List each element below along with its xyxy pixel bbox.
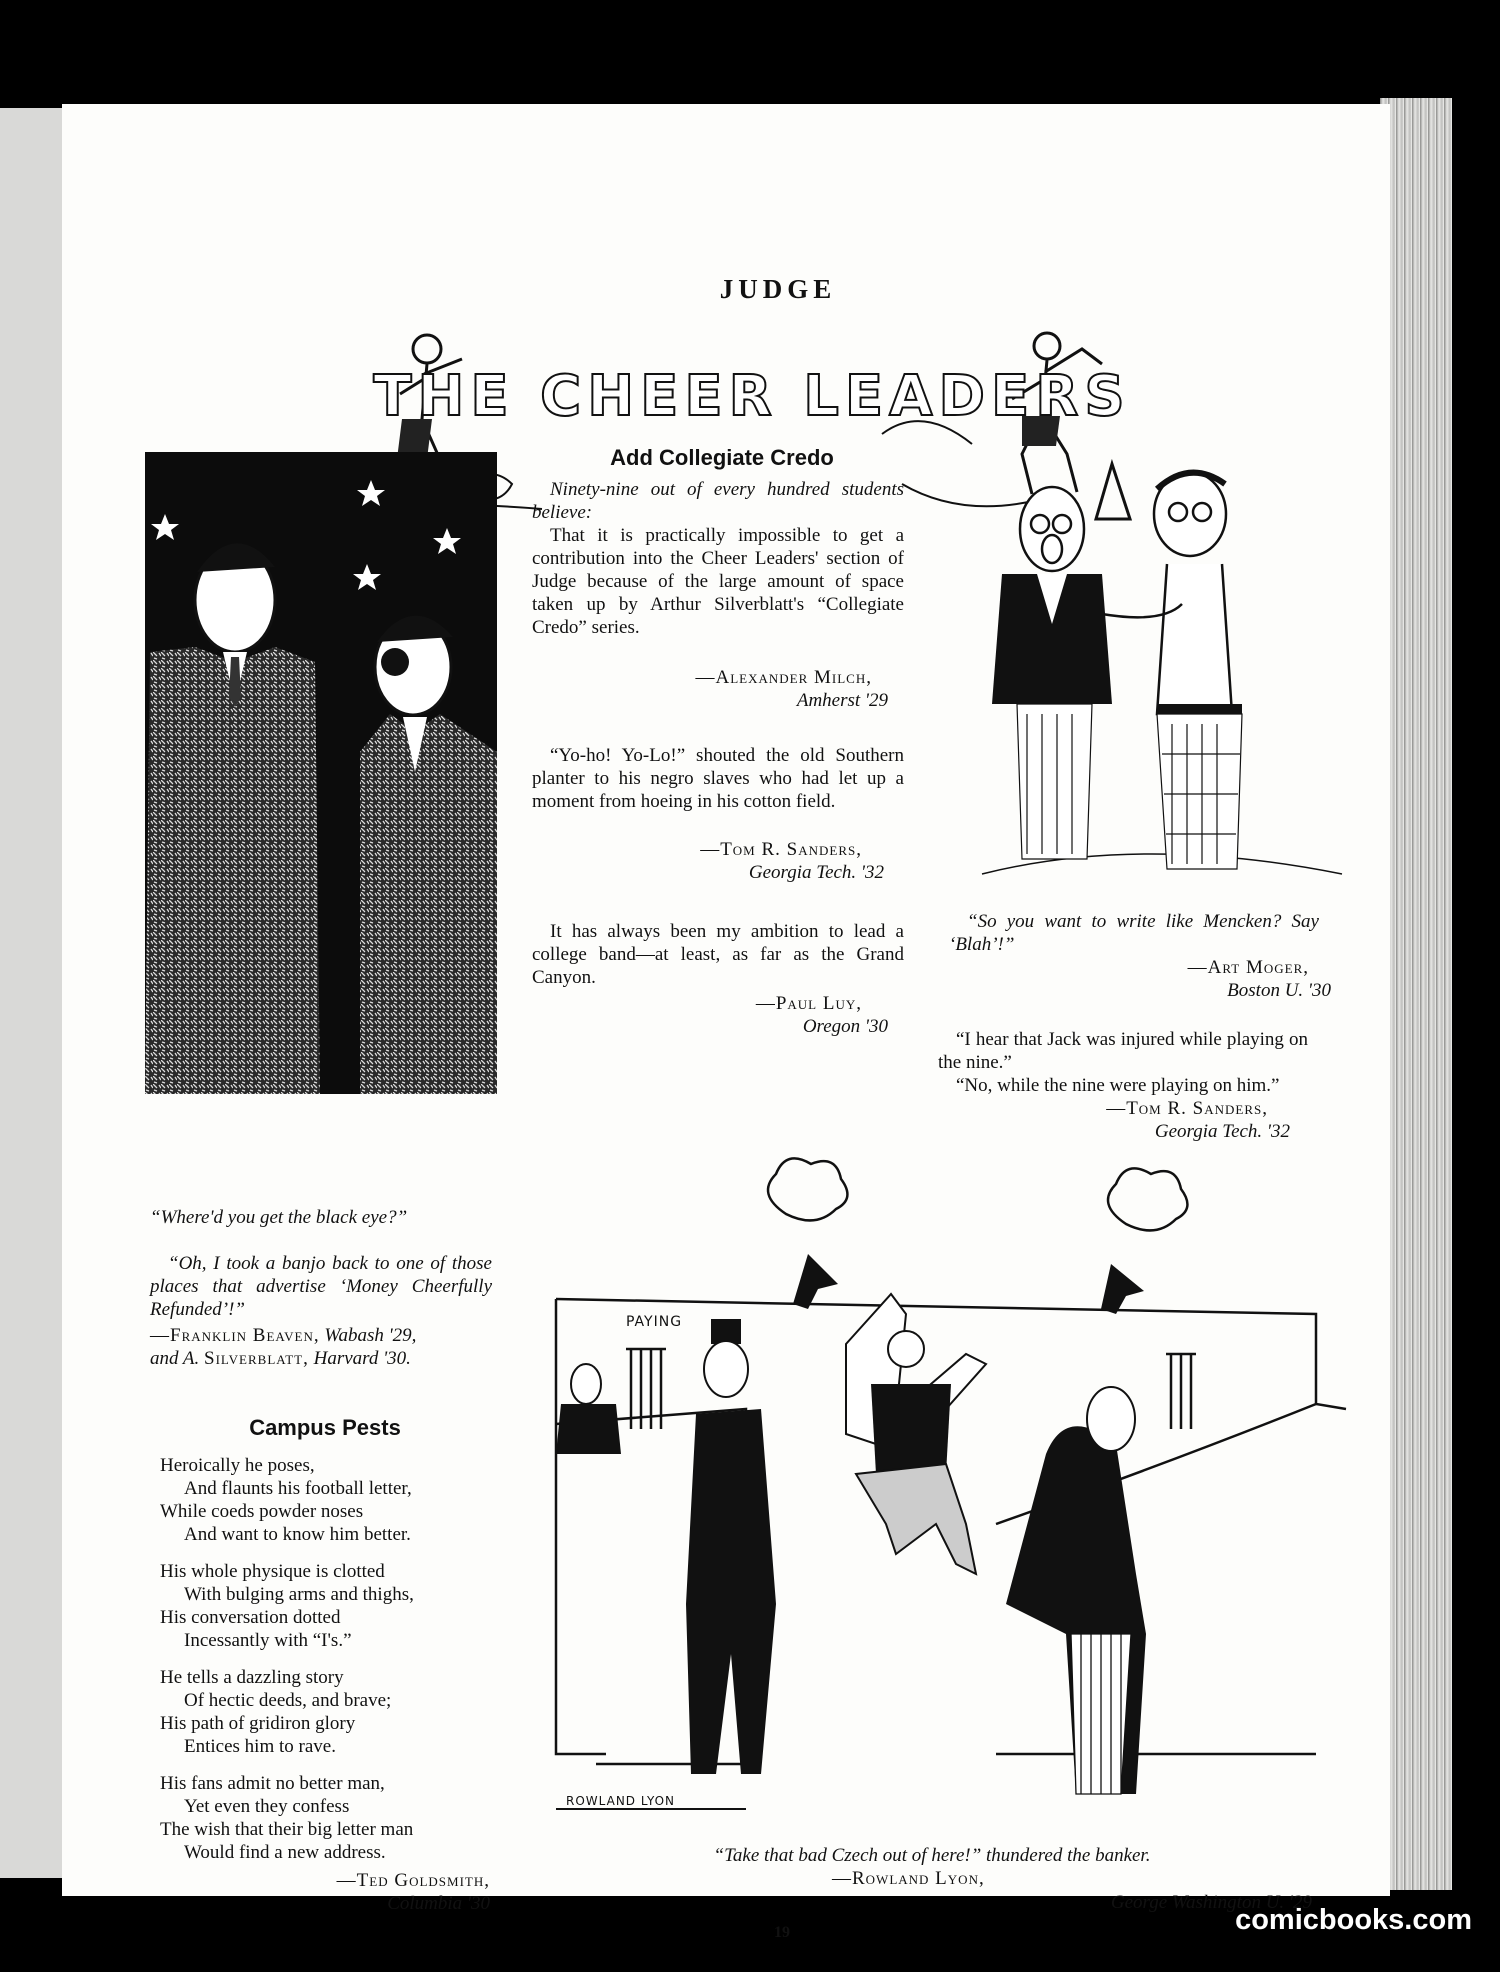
black-eye-answer: “Oh, I took a banjo back to one of those places that advertise ‘Money Cheerfully Refunded’!” (150, 1253, 492, 1320)
poem-line: Of hectic deeds, and brave; (184, 1690, 392, 1711)
poem-line: With bulging arms and thighs, (184, 1584, 414, 1605)
poem-line: Heroically he poses, (160, 1455, 315, 1476)
poem-line: His whole physique is clotted (160, 1561, 385, 1582)
credo-intro: Ninety-nine out of every hundred students believe: (532, 479, 904, 523)
poem-line: While coeds powder noses (160, 1501, 364, 1522)
black-eye-cartoon-art (145, 452, 497, 1094)
poem-school: Columbia '30 (387, 1893, 490, 1914)
bank-sign: PAYING (626, 1314, 683, 1330)
poem-line: And flaunts his football letter, (184, 1478, 412, 1499)
bank-school: George Washington U. '29 (1110, 1892, 1312, 1913)
magazine-header: JUDGE (719, 274, 837, 304)
nine-joke-line-2: “No, while the nine were playing on him.” (956, 1075, 1280, 1096)
black-eye-credit-2-pre: and A. (150, 1348, 200, 1369)
black-eye-credit-2-name: Silverblatt, (204, 1348, 309, 1369)
yoho-author: —Tom R. Sanders, (700, 839, 862, 860)
previous-page-edge (0, 108, 70, 1878)
poem-line: The wish that their big letter man (160, 1819, 414, 1840)
black-eye-credit-2 (150, 1347, 500, 1370)
poem-line: Yet even they confess (184, 1796, 350, 1817)
banner-title: THE CHEER LEADERS (373, 364, 1131, 429)
mencken-caption: “So you want to write like Mencken? Say ‘Blah’!” (949, 911, 1319, 955)
mencken-author: —Art Moger, (1187, 957, 1309, 978)
bank-author: —Rowland Lyon, (832, 1868, 985, 1889)
yoho-school: Georgia Tech. '32 (748, 862, 884, 883)
mencken-cartoon (942, 454, 1382, 904)
poem-title: Campus Pests (249, 1415, 401, 1440)
poem-line: He tells a dazzling story (160, 1667, 344, 1688)
credo-body: That it is practically impossible to get a contribution into the Cheer Leaders' section of Judge because of the large amount of space taken up by Arthur Silverblatt's “Collegiate Credo” series. (532, 525, 904, 638)
poem-line: Would find a new address. (184, 1842, 386, 1863)
poem-line: His fans admit no better man, (160, 1773, 385, 1794)
page-number: 19 (774, 1924, 790, 1941)
black-eye-credit-2-school: Harvard '30. (313, 1348, 411, 1369)
nine-school: Georgia Tech. '32 (1154, 1121, 1290, 1142)
black-eye-credit-1-school: Wabash '29, (324, 1325, 417, 1346)
mencken-cartoon-art (942, 454, 1382, 904)
bank-cartoon-art (546, 1154, 1366, 1834)
band-school: Oregon '30 (802, 1016, 888, 1037)
watermark: comicbooks.com (1235, 1904, 1472, 1936)
credo-author: —Alexander Milch, (695, 667, 872, 688)
nine-joke-line-1: “I hear that Jack was injured while playing on the nine.” (938, 1029, 1308, 1073)
black-eye-credit-1 (150, 1324, 500, 1347)
poem-author: —Ted Goldsmith, (336, 1870, 490, 1891)
band-author: —Paul Luy, (755, 993, 862, 1014)
poem-line: Incessantly with “I's.” (184, 1630, 352, 1651)
poem-line: Entices him to rave. (184, 1736, 336, 1757)
black-eye-question: “Where'd you get the black eye?” (150, 1207, 408, 1228)
bank-signature: ROWLAND LYON (566, 1794, 676, 1808)
page-stack-edge (1380, 98, 1452, 1890)
yoho-joke: “Yo-ho! Yo-Lo!” shouted the old Southern planter to his negro slaves who had let up a moment from hoeing in his cotton field. (532, 745, 904, 812)
credo-school: Amherst '29 (796, 690, 888, 711)
poem-line: His path of gridiron glory (160, 1713, 356, 1734)
nine-author: —Tom R. Sanders, (1106, 1098, 1268, 1119)
poem-line: His conversation dotted (160, 1607, 341, 1628)
bank-cartoon (546, 1154, 1366, 1834)
poem-line: And want to know him better. (184, 1524, 411, 1545)
credo-title: Add Collegiate Credo (610, 445, 834, 470)
band-joke: It has always been my ambition to lead a college band—at least, as far as the Grand Canyon. (532, 921, 904, 988)
poem-body (160, 1454, 520, 1864)
mencken-school: Boston U. '30 (1227, 980, 1331, 1001)
bank-caption: “Take that bad Czech out of here!” thundered the banker. (713, 1845, 1151, 1866)
black-eye-cartoon (145, 452, 497, 1094)
black-eye-credit-1-name: —Franklin Beaven, (150, 1325, 320, 1346)
